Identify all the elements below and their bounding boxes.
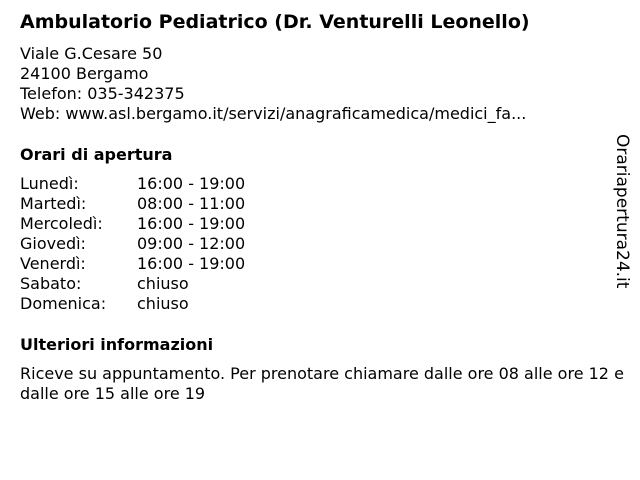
phone-number: Telefon: 035-342375	[20, 84, 185, 103]
hours-row-monday	[20, 174, 245, 194]
hours-row-saturday	[20, 274, 245, 294]
time-value: 16:00 - 19:00	[137, 174, 246, 193]
city-address: 24100 Bergamo	[20, 64, 149, 83]
day-label: Martedì:	[20, 194, 87, 213]
hours-row-thursday	[20, 234, 245, 254]
time-value: 16:00 - 19:00	[137, 214, 246, 233]
opening-hours-table	[20, 174, 245, 314]
time-value: 16:00 - 19:00	[137, 254, 246, 273]
address-block	[20, 44, 526, 124]
time-value: chiuso	[137, 274, 189, 293]
additional-info-text: Riceve su appuntamento. Per prenotare chiamare dalle ore 08 alle ore 12 e dalle ore 15 alle ore 19	[20, 364, 629, 403]
side-brand-text: Orariaperturа24.it	[612, 134, 632, 289]
hours-row-wednesday	[20, 214, 245, 234]
website-link[interactable]: Web: www.asl.bergamo.it/servizi/anagraficamedica/medici_fa...	[20, 104, 527, 123]
hours-row-tuesday	[20, 194, 245, 214]
page-title: Ambulatorio Pediatrico (Dr. Venturelli Leonello)	[20, 11, 530, 33]
time-value: 08:00 - 11:00	[137, 194, 246, 213]
day-label: Lunedì:	[20, 174, 79, 193]
day-label: Domenica:	[20, 294, 107, 313]
time-value: 09:00 - 12:00	[137, 234, 246, 253]
street-address: Viale G.Cesare 50	[20, 44, 163, 63]
day-label: Mercoledì:	[20, 214, 103, 233]
time-value: chiuso	[137, 294, 189, 313]
hours-row-sunday	[20, 294, 245, 314]
hours-row-friday	[20, 254, 245, 274]
day-label: Sabato:	[20, 274, 82, 293]
opening-hours-heading: Orari di apertura	[20, 145, 173, 164]
side-brand-watermark	[612, 134, 632, 308]
day-label: Giovedì:	[20, 234, 86, 253]
additional-info-heading: Ulteriori informazioni	[20, 335, 214, 354]
day-label: Venerdì:	[20, 254, 86, 273]
